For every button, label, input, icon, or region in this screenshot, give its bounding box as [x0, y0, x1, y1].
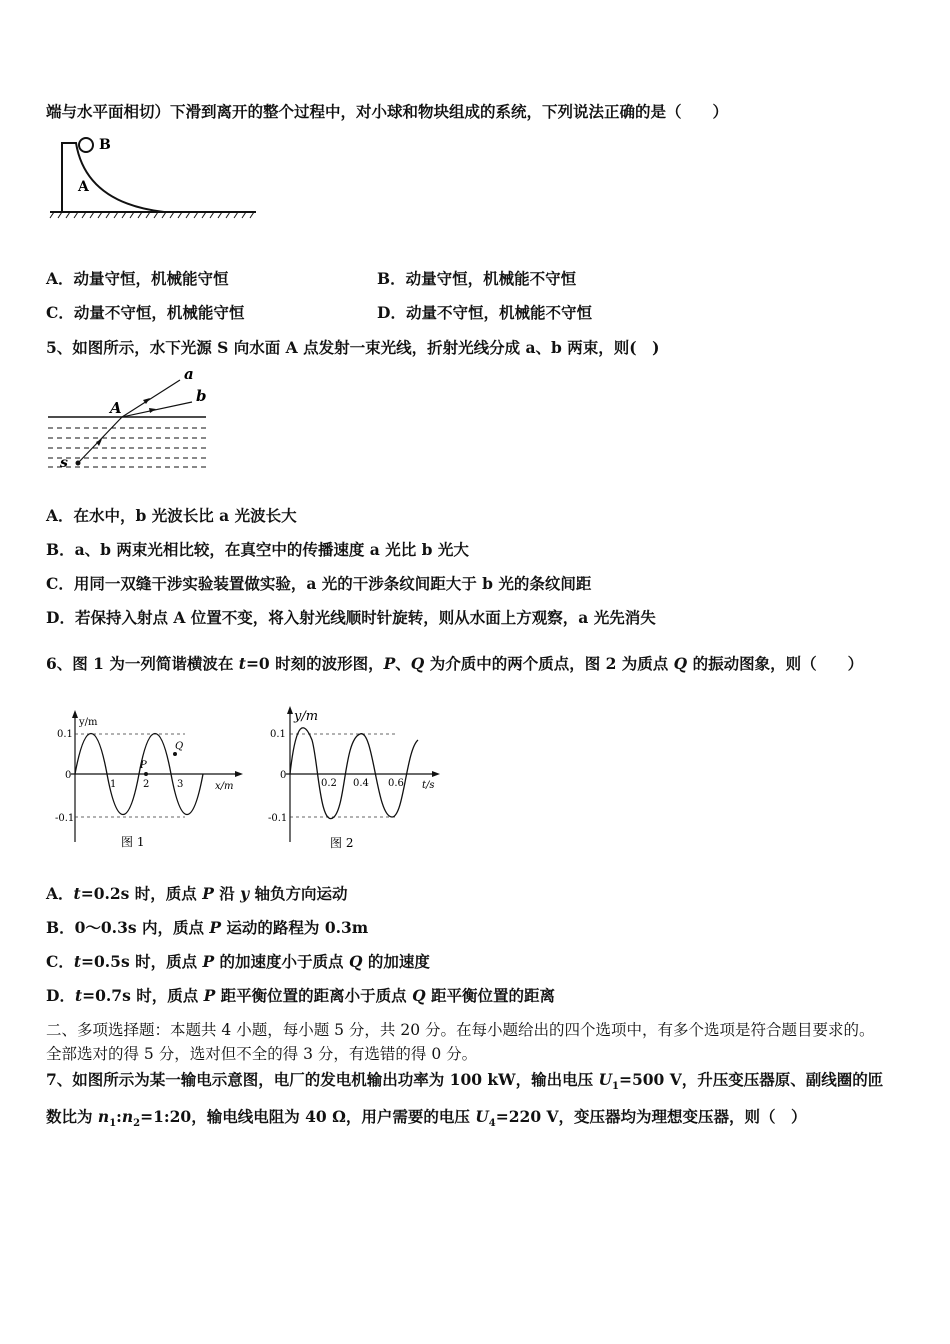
- t-tick-3: 0.6: [388, 778, 404, 789]
- q4-figure: [46, 133, 266, 223]
- label-a: A: [78, 179, 89, 195]
- q4-option-c[interactable]: C．动量不守恒，机械能守恒: [46, 303, 245, 322]
- y-axis-arrow: [72, 710, 78, 718]
- y-top: 0.1: [270, 729, 286, 740]
- label-p: P: [140, 760, 147, 771]
- q5-option-b[interactable]: B．a、b 两束光相比较，在真空中的传播速度 a 光比 b 光大: [46, 540, 469, 559]
- q4-option-b[interactable]: B．动量守恒，机械能不守恒: [377, 269, 577, 288]
- y-zero: 0: [280, 770, 287, 781]
- y-label: y/m: [294, 709, 319, 724]
- point-p: [144, 772, 148, 776]
- t-label: t/s: [422, 780, 435, 791]
- ball-b: [79, 138, 93, 152]
- y-bottom: -0.1: [55, 813, 75, 824]
- label-s: s: [60, 455, 68, 471]
- section2-line1: 二、多项选择题：本题共 4 小题，每小题 5 分，共 20 分。在每小题给出的四个选项中，有多个选项是符合题目要求的。: [46, 1021, 875, 1039]
- y-zero: 0: [65, 770, 72, 781]
- q6-option-d[interactable]: D．t=0.7s 时，质点 P 距平衡位置的距离小于质点 Q 距平衡位置的距离: [46, 986, 555, 1005]
- x-axis-arrow: [235, 771, 243, 777]
- section2-line2: 全部选对的得 5 分，选对但不全的得 3 分，有选错的得 0 分。: [46, 1045, 478, 1063]
- caption-1: 图 1: [121, 835, 145, 849]
- q5-stem: 5、如图所示，水下光源 S 向水面 A 点发射一束光线，折射光线分成 a、b 两束，则( ): [46, 338, 660, 357]
- q4-stem-tail: 端与水平面相切）下滑到离开的整个过程中，对小球和物块组成的系统，下列说法正确的是（ ）: [46, 102, 729, 121]
- t-axis-arrow: [432, 771, 440, 777]
- q5-option-d[interactable]: D．若保持入射点 A 位置不变，将入射光线顺时针旋转，则从水面上方观察，a 光先消失: [46, 608, 656, 627]
- x-tick-2: 2: [143, 779, 150, 790]
- x-tick-3: 3: [177, 779, 184, 790]
- q6-option-c[interactable]: C．t=0.5s 时，质点 P 的加速度小于质点 Q 的加速度: [46, 952, 430, 971]
- label-b: B: [99, 137, 111, 153]
- water-dashes: [48, 428, 206, 467]
- label-b: b: [196, 387, 207, 405]
- x-tick-1: 1: [110, 779, 117, 790]
- source-s: [76, 461, 81, 466]
- vibration-curve: [290, 728, 418, 819]
- block-a-outline: [62, 143, 164, 212]
- label-point-a: A: [110, 399, 122, 417]
- t-tick-1: 0.2: [321, 778, 337, 789]
- y-label: y/m: [79, 717, 98, 728]
- y-bottom: -0.1: [268, 813, 288, 824]
- t-tick-2: 0.4: [353, 778, 369, 789]
- q5-option-c[interactable]: C．用同一双缝干涉实验装置做实验，a 光的干涉条纹间距大于 b 光的条纹间距: [46, 574, 592, 593]
- label-q: Q: [175, 741, 184, 752]
- q6-stem: 6、图 1 为一列简谐横波在 t=0 时刻的波形图，P、Q 为介质中的两个质点，图 2 为质点 Q 的振动图象，则（ ）: [46, 654, 864, 673]
- q6-figure-1: [55, 708, 245, 853]
- point-q: [173, 752, 177, 756]
- label-a: a: [184, 365, 194, 383]
- y-top: 0.1: [57, 729, 73, 740]
- y-axis-arrow: [287, 706, 293, 714]
- q6-option-b[interactable]: B．0～0.3s 内，质点 P 运动的路程为 0.3m: [46, 918, 369, 937]
- q6-option-a[interactable]: A．t=0.2s 时，质点 P 沿 y 轴负方向运动: [46, 884, 348, 903]
- q5-figure: [46, 362, 216, 474]
- q5-option-a[interactable]: A．在水中，b 光波长比 a 光波长大: [46, 506, 297, 525]
- incident-arrow: [96, 439, 102, 446]
- q7-stem-line2: 数比为 $n_1:n_2=1:20$，输电线电阻为 40 Ω，用户需要的电压 $U_4=220$ V，变压器均为理想变压器，则（ ）: [46, 1107, 807, 1130]
- x-label: x/m: [215, 781, 234, 792]
- ray-b: [122, 402, 192, 417]
- caption-2: 图 2: [330, 836, 354, 850]
- q4-option-d[interactable]: D．动量不守恒，机械能不守恒: [377, 303, 592, 322]
- q4-option-a[interactable]: A．动量守恒，机械能守恒: [46, 269, 229, 288]
- q6-figure-2: [268, 700, 448, 855]
- q7-stem-line1: 7、如图所示为某一输电示意图，电厂的发电机输出功率为 100 kW，输出电压 $U_1=500$ V，升压变压器原、副线圈的匝: [46, 1070, 884, 1093]
